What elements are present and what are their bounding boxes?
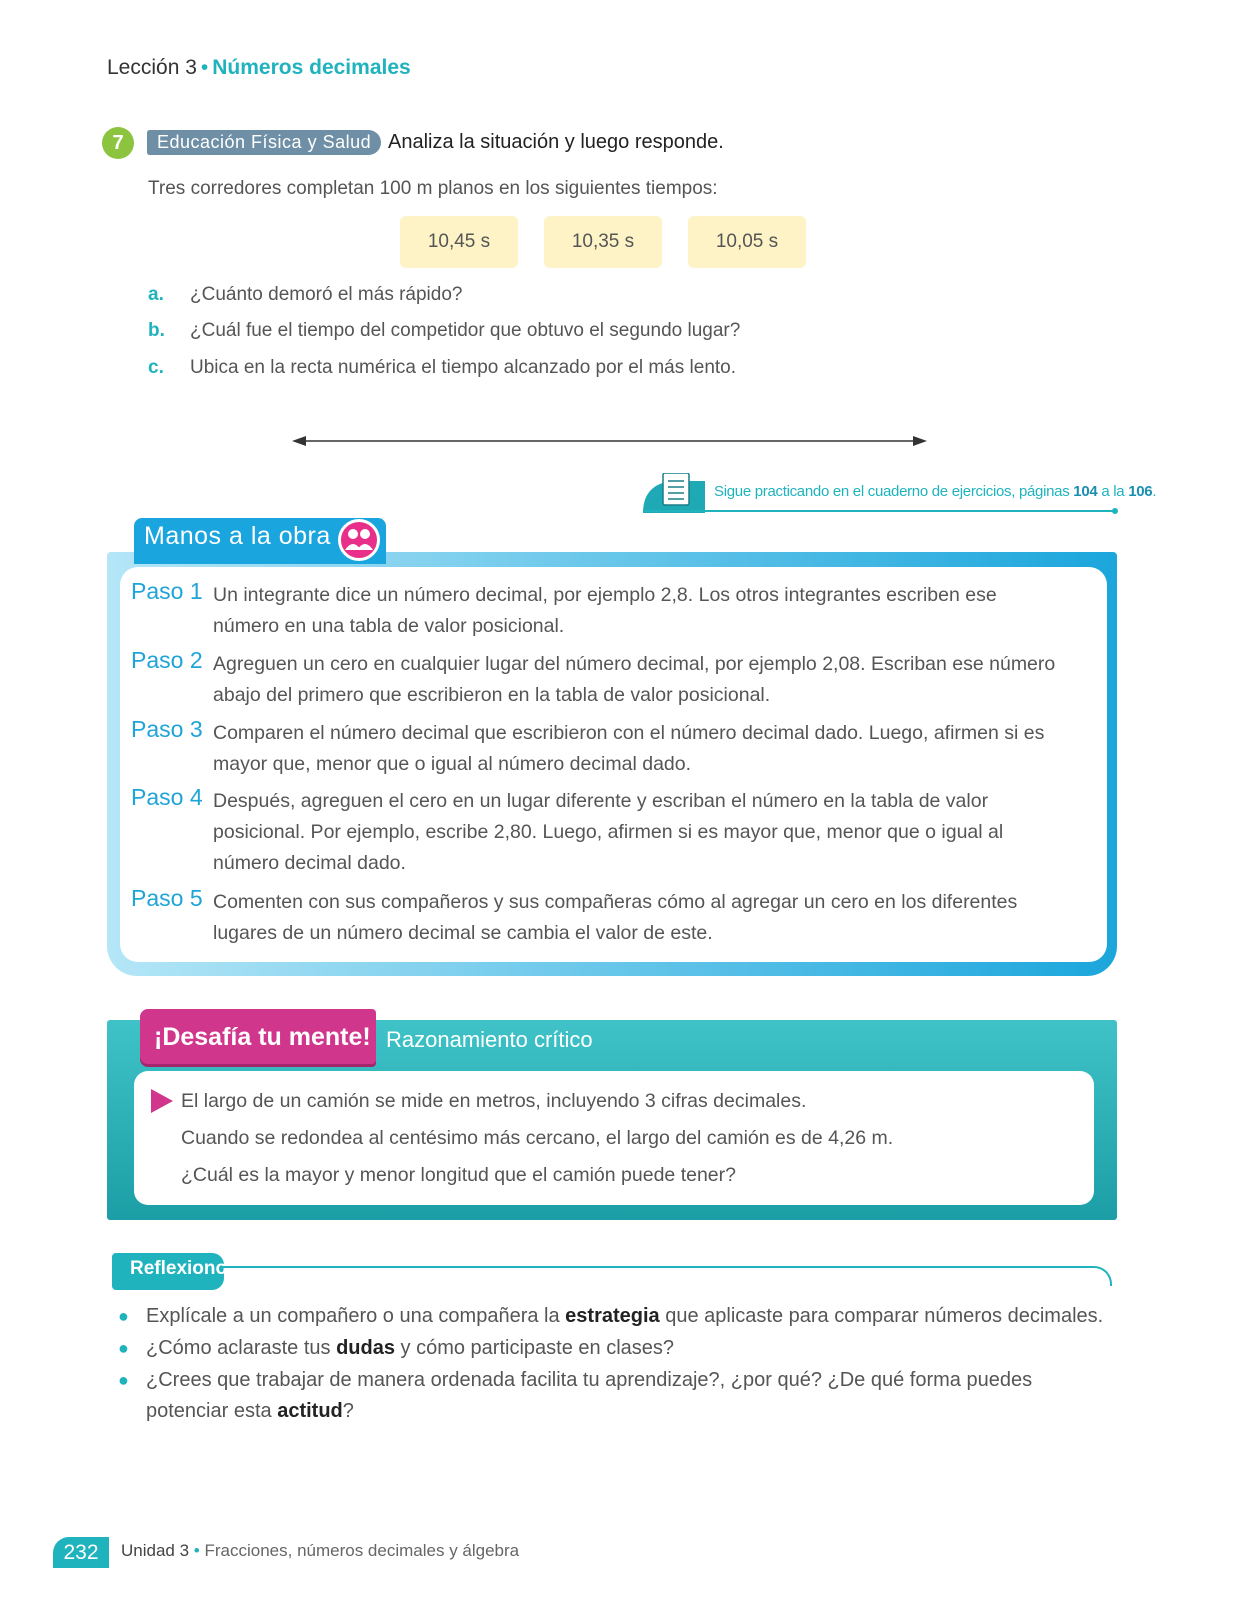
reflexiono-rule xyxy=(222,1266,1112,1286)
desafia-subtitle: Razonamiento crítico xyxy=(386,1027,593,1052)
question-text: ¿Cuánto demoró el más rápido? xyxy=(190,284,463,305)
workbook-note-suffix: . xyxy=(1152,483,1157,500)
lesson-number: Lección 3 xyxy=(107,56,197,79)
arrow-left-icon xyxy=(292,436,306,446)
step-3-text: Comparen el número decimal que escribieron con el número decimal dado. Luego, afirmen si es mayor que, menor que o igual al número decimal dado. xyxy=(213,722,1045,775)
page-number: 232 xyxy=(53,1537,109,1568)
number-line[interactable] xyxy=(292,431,927,451)
step-4-label: Paso 4 xyxy=(131,784,203,810)
play-triangle-icon xyxy=(151,1089,173,1113)
lesson-header xyxy=(107,56,411,80)
subject-tag: Educación Física y Salud xyxy=(147,130,381,155)
reflection-text: ¿Crees que trabajar de manera ordenada facilita tu aprendizaje?, ¿por qué? ¿De qué forma puedes potenciar esta xyxy=(146,1369,1033,1422)
problem-intro: Tres corredores completan 100 m planos en los siguientes tiempos: xyxy=(148,178,718,199)
question-c xyxy=(148,357,736,379)
question-a xyxy=(148,284,462,306)
reflection-keyword: actitud xyxy=(277,1400,343,1422)
reflection-item-3 xyxy=(118,1365,1076,1427)
problem-instruction: Analiza la situación y luego responde. xyxy=(388,131,724,153)
reflection-text: que aplicaste para comparar números decimales. xyxy=(659,1305,1104,1327)
workbook-page-to: 106 xyxy=(1128,483,1153,500)
footer-bullet: • xyxy=(193,1541,200,1560)
challenge-line-3: ¿Cuál es la mayor y menor longitud que el camión puede tener? xyxy=(181,1164,736,1186)
reflection-item-1 xyxy=(118,1301,1118,1332)
footer-unit xyxy=(121,1541,519,1561)
question-text: Ubica en la recta numérica el tiempo alcanzado por el más lento. xyxy=(190,357,737,378)
notebook-icon xyxy=(643,473,711,513)
question-label: a. xyxy=(148,284,164,305)
workbook-note-connector: a la xyxy=(1101,483,1125,500)
question-label: c. xyxy=(148,357,164,378)
reflection-keyword: estrategia xyxy=(565,1305,660,1327)
step-2-text: Agreguen un cero en cualquier lugar del número decimal, por ejemplo 2,08. Escriban ese número abajo del primero que escribieron en la tabla de valor posicional. xyxy=(213,653,1056,706)
bullet-icon: ● xyxy=(118,1370,129,1390)
arrow-right-icon xyxy=(913,436,927,446)
problem-number-badge: 7 xyxy=(102,127,134,159)
workbook-note xyxy=(714,483,1156,500)
step-3-label: Paso 3 xyxy=(131,716,203,742)
footer-unit-label: Unidad 3 xyxy=(121,1541,190,1560)
reflection-item-2 xyxy=(118,1333,1118,1364)
step-5-label: Paso 5 xyxy=(131,885,203,911)
step-1-label: Paso 1 xyxy=(131,578,203,604)
reflection-text: y cómo participaste en clases? xyxy=(394,1337,675,1359)
manos-a-la-obra-title: Manos a la obra xyxy=(144,522,331,550)
challenge-line-1: El largo de un camión se mide en metros, incluyendo 3 cifras decimales. xyxy=(181,1090,807,1112)
reflection-text: ¿Cómo aclaraste tus xyxy=(146,1337,337,1359)
challenge-line-2: Cuando se redondea al centésimo más cercano, el largo del camión es de 4,26 m. xyxy=(181,1127,894,1149)
workbook-note-prefix: Sigue practicando en el cuaderno de ejercicios, páginas xyxy=(714,483,1070,500)
note-underline xyxy=(643,510,1117,512)
bullet-icon: ● xyxy=(118,1338,129,1358)
reflection-text: Explícale a un compañero o una compañera la xyxy=(146,1305,566,1327)
note-underline-dot xyxy=(1112,508,1118,514)
reflection-text: ? xyxy=(342,1400,354,1422)
step-5-text: Comenten con sus compañeros y sus compañeras cómo al agregar un cero en los diferentes lugares de un número decimal se cambia el valor de este. xyxy=(213,891,1018,944)
question-text: ¿Cuál fue el tiempo del competidor que obtuvo el segundo lugar? xyxy=(190,320,741,341)
reflection-keyword: dudas xyxy=(336,1337,395,1359)
workbook-page-from: 104 xyxy=(1073,483,1098,500)
teamwork-icon xyxy=(338,519,380,561)
question-b xyxy=(148,320,740,342)
step-4-text: Después, agreguen el cero en un lugar diferente y escriban el número en la tabla de valor posicional. Por ejemplo, escribe 2,80. Luego, afirmen si es mayor que, menor que o igual al número decimal dado. xyxy=(213,790,1004,874)
desafia-tu-mente-title: ¡Desafía tu mente! xyxy=(154,1023,371,1051)
time-box-1: 10,45 s xyxy=(400,216,518,268)
lesson-title: Números decimales xyxy=(212,56,411,79)
step-2-label: Paso 2 xyxy=(131,647,203,673)
time-box-2: 10,35 s xyxy=(544,216,662,268)
bullet-icon: ● xyxy=(118,1306,129,1326)
footer-unit-title: Fracciones, números decimales y álgebra xyxy=(204,1541,520,1560)
header-bullet: • xyxy=(200,56,209,79)
time-box-3: 10,05 s xyxy=(688,216,806,268)
step-1-text: Un integrante dice un número decimal, por ejemplo 2,8. Los otros integrantes escriben ese número en una tabla de valor posicional. xyxy=(213,584,997,637)
question-label: b. xyxy=(148,320,165,341)
reflexiono-title: Reflexiono xyxy=(130,1258,228,1279)
